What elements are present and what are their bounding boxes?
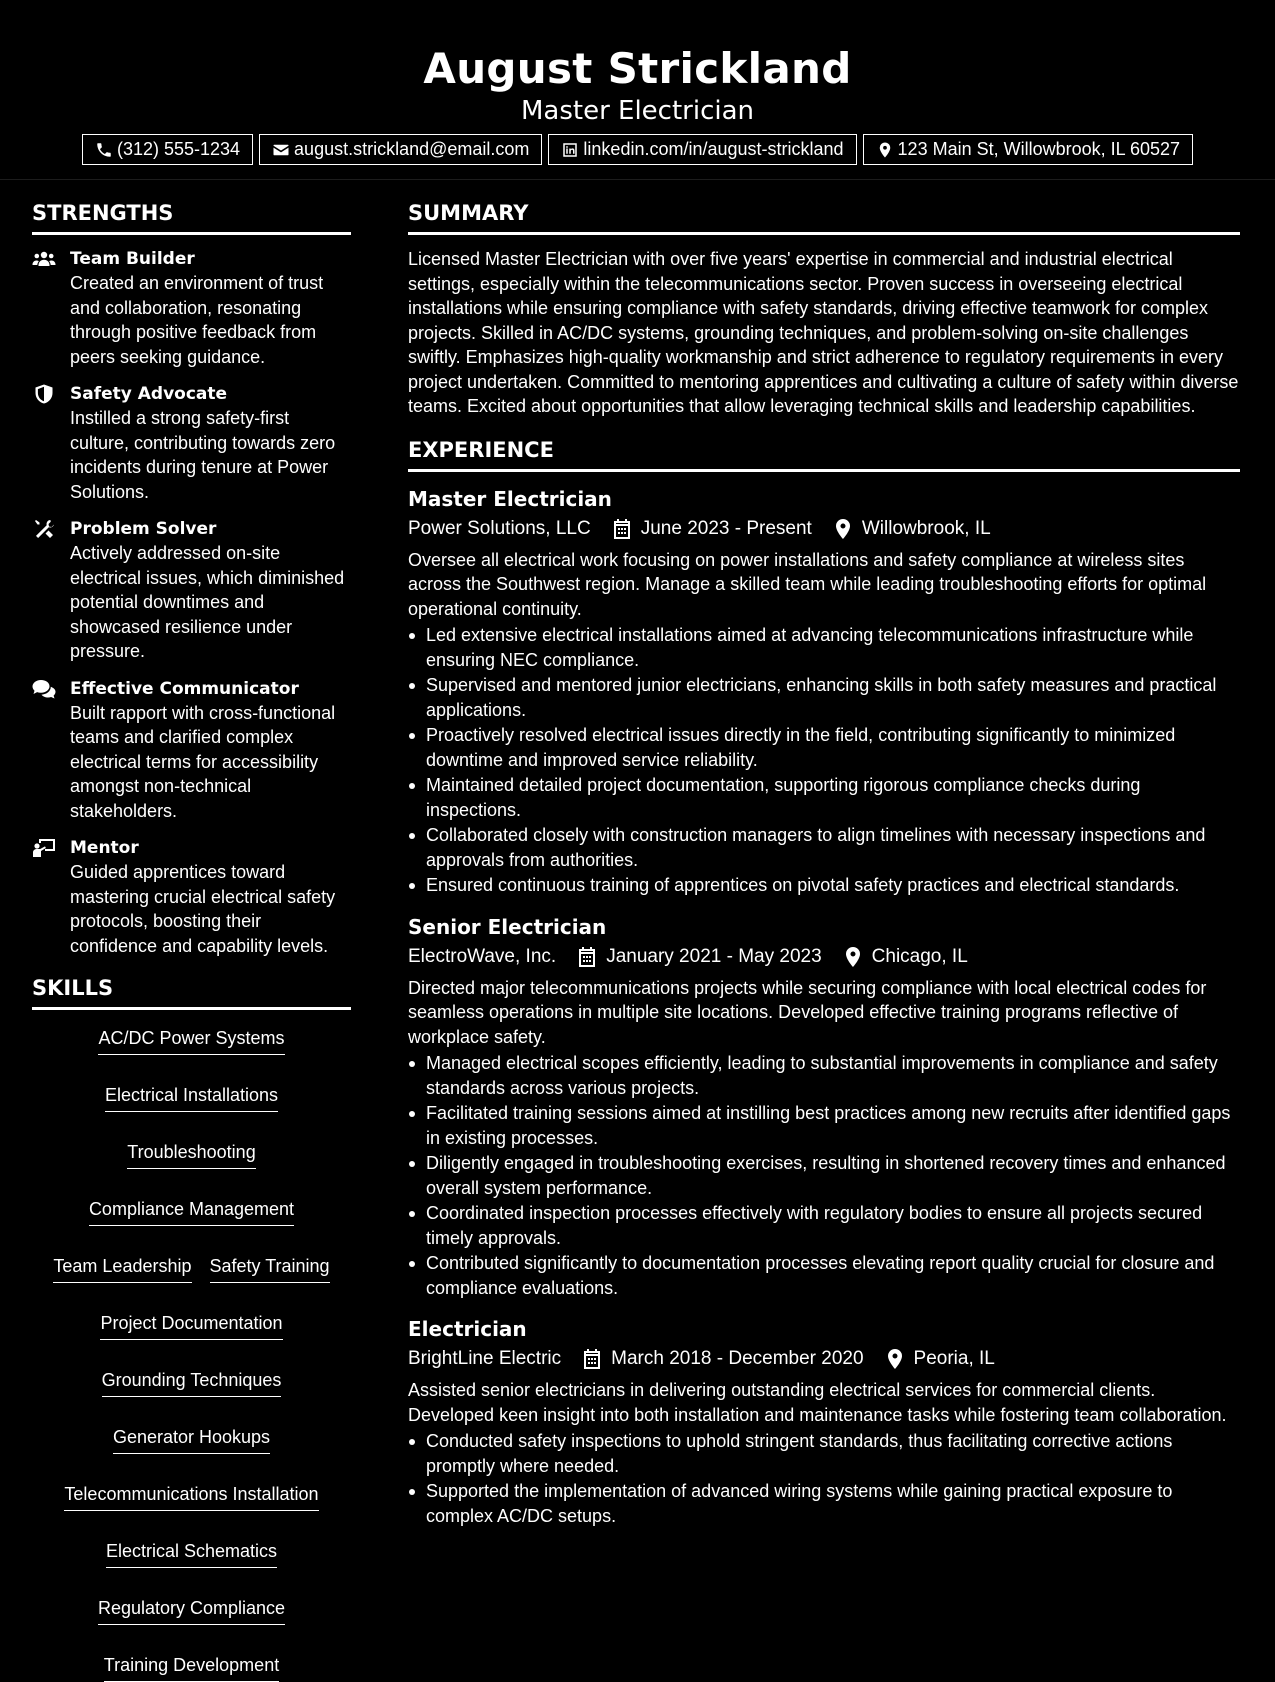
skill-tag: Safety Training: [210, 1254, 330, 1283]
skill-tag: Electrical Schematics: [106, 1539, 277, 1568]
calendar-icon: [578, 947, 596, 967]
skill-tag: Grounding Techniques: [102, 1368, 282, 1397]
job-title: Senior Electrician: [408, 914, 607, 939]
contact-phone[interactable]: [82, 134, 253, 165]
bullet-item: Facilitated training sessions aimed at instilling best practices among new recruits after identified gaps in existing processes.: [408, 1101, 1240, 1150]
job-bullets: [408, 623, 1240, 898]
strength-desc: Built rapport with cross-functional teams and clarified complex electrical terms for accessibility amongst non-technical stakeholders.: [70, 702, 336, 821]
strength-item: [32, 382, 351, 504]
bullet-item: Diligently engaged in troubleshooting exercises, resulting in shortened recovery times and enhanced overall system performance.: [408, 1151, 1240, 1200]
job-bullets: [408, 1429, 1240, 1528]
strength-desc: Created an environment of trust and collaboration, resonating through positive feedback from peers seeking guidance.: [70, 273, 324, 367]
job-location: Chicago, IL: [871, 945, 968, 967]
calendar-icon: [613, 519, 631, 539]
strength-desc: Instilled a strong safety-first culture, contributing towards zero incidents during tenure at Power Solutions.: [70, 408, 336, 502]
experience-heading: EXPERIENCE: [408, 433, 1240, 472]
linkedin-icon: [561, 141, 579, 159]
skill-tag: AC/DC Power Systems: [98, 1026, 284, 1055]
contact-text: 123 Main St, Willowbrook, IL 60527: [897, 139, 1181, 159]
contact-bar: [0, 134, 1275, 165]
experience-item: [408, 1314, 1240, 1528]
resume-header: [0, 0, 1275, 180]
map-pin-icon: [886, 1349, 904, 1369]
envelope-icon: [272, 141, 290, 159]
skill-tag: Training Development: [104, 1653, 279, 1682]
skill-tag: Electrical Installations: [105, 1083, 278, 1112]
strength-title: Mentor: [70, 838, 139, 858]
summary-text: Licensed Master Electrician with over five years' expertise in commercial and industrial electrical settings, especially within the telecommunications sector. Proven success in overseeing electrical installations while ensuring compliance with safety standards, driving effective teamwork for complex projects. Skilled in AC/DC systems, grounding techniques, and problem-solving on-site challenges swiftly. Emphasizes high-quality workmanship and strict adherence to regulatory requirements in every project undertaken. Committed to mentoring apprentices and cultivating a culture of safety within diverse teams. Excited about opportunities that allow leveraging technical skills and leadership capabilities.: [408, 249, 1239, 416]
job-location: Willowbrook, IL: [861, 517, 991, 539]
bullet-item: Supported the implementation of advanced wiring systems while gaining practical exposure to complex AC/DC setups.: [408, 1479, 1240, 1528]
job-title: Master Electrician: [408, 486, 612, 511]
job-meta: [408, 1344, 1240, 1374]
bullet-item: Managed electrical scopes efficiently, leading to substantial improvements in compliance and safety standards across various projects.: [408, 1051, 1240, 1100]
calendar-icon: [583, 1349, 601, 1369]
job-dates: January 2021 - May 2023: [606, 945, 822, 967]
strength-item: [32, 247, 351, 369]
experience-item: [408, 912, 1240, 1301]
job-dates: June 2023 - Present: [640, 517, 812, 539]
bullet-item: Contributed significantly to documentation processes elevating report quality crucial for closure and compliance evaluations.: [408, 1251, 1240, 1300]
strength-item: [32, 677, 351, 824]
contact-address[interactable]: [863, 134, 1193, 165]
skill-tag: Telecommunications Installation: [64, 1482, 318, 1511]
job-location: Peoria, IL: [913, 1348, 995, 1369]
phone-icon: [95, 141, 113, 159]
job-meta: [408, 942, 1240, 972]
summary-heading: SUMMARY: [408, 196, 1240, 235]
company-name: Power Solutions, LLC: [408, 517, 591, 539]
job-meta: [408, 514, 1240, 544]
contact-text: august.strickland@email.com: [294, 139, 530, 159]
shield-icon: [32, 384, 56, 404]
right-column: [408, 196, 1240, 1542]
strength-desc: Guided apprentices toward mastering crucial electrical safety protocols, boosting their confidence and capability levels.: [70, 862, 336, 956]
map-pin-icon: [844, 947, 862, 967]
contact-linkedin[interactable]: [548, 134, 856, 165]
job-title: Electrician: [408, 1317, 527, 1341]
bullet-item: Maintained detailed project documentation, supporting rigorous compliance checks during inspections.: [408, 773, 1240, 822]
bullet-item: Led extensive electrical installations aimed at advancing telecommunications infrastructure while ensuring NEC compliance.: [408, 623, 1240, 672]
skills-list: [32, 1022, 351, 1682]
skill-tag: Generator Hookups: [113, 1425, 270, 1454]
skills-heading: SKILLS: [32, 971, 351, 1010]
job-bullets: [408, 1051, 1240, 1300]
company-name: BrightLine Electric: [408, 1348, 562, 1369]
bullet-item: Conducted safety inspections to uphold stringent standards, thus facilitating corrective actions promptly where needed.: [408, 1429, 1240, 1478]
job-dates: March 2018 - December 2020: [611, 1348, 864, 1369]
candidate-name: August Strickland: [423, 44, 852, 93]
candidate-role: Master Electrician: [520, 96, 755, 126]
strength-title: Team Builder: [70, 249, 195, 269]
bullet-item: Ensured continuous training of apprentices on pivotal safety practices and electrical standards.: [408, 873, 1240, 898]
company-name: ElectroWave, Inc.: [408, 945, 557, 967]
skill-tag: Team Leadership: [53, 1254, 191, 1283]
left-column: [32, 196, 351, 1682]
comments-icon: [32, 679, 56, 699]
contact-email[interactable]: [259, 134, 542, 165]
teacher-icon: [32, 838, 56, 858]
strength-title: Problem Solver: [70, 519, 217, 539]
strength-item: [32, 517, 351, 664]
strength-title: Safety Advocate: [70, 384, 228, 404]
users-icon: [32, 249, 56, 269]
strength-desc: Actively addressed on-site electrical issues, which diminished potential downtimes and showcased resilience under pressure.: [70, 543, 345, 661]
contact-text: (312) 555-1234: [116, 139, 241, 159]
job-description: Oversee all electrical work focusing on power installations and safety compliance at wireless sites across the Southwest region. Manage a skilled team while leading troubleshooting efforts for optimal operational continuity.: [408, 549, 1207, 619]
bullet-item: Proactively resolved electrical issues directly in the field, contributing significantly to minimized downtime and improved service reliability.: [408, 723, 1240, 772]
job-description: Directed major telecommunications projects while securing compliance with local electrical codes for seamless operations in multiple site locations. Developed effective training programs reflective of workplace safety.: [408, 977, 1207, 1047]
job-description: Assisted senior electricians in delivering outstanding electrical services for commercial clients. Developed keen insight into both installation and maintenance tasks while fostering team collaboration.: [408, 1380, 1227, 1425]
map-pin-icon: [834, 519, 852, 539]
skill-tag: Troubleshooting: [127, 1140, 255, 1169]
skill-tag: Regulatory Compliance: [98, 1596, 285, 1625]
bullet-item: Supervised and mentored junior electricians, enhancing skills in both safety measures and practical applications.: [408, 673, 1240, 722]
skill-tag: Project Documentation: [100, 1311, 282, 1340]
strengths-heading: STRENGTHS: [32, 196, 351, 235]
experience-item: [408, 484, 1240, 898]
bullet-item: Coordinated inspection processes effectively with regulatory bodies to ensure all projects secured timely approvals.: [408, 1201, 1240, 1250]
strength-title: Effective Communicator: [70, 678, 299, 699]
map-pin-icon: [876, 141, 894, 159]
strength-item: [32, 836, 351, 958]
skill-tag: Compliance Management: [89, 1197, 294, 1226]
bullet-item: Collaborated closely with construction managers to align timelines with necessary inspections and approvals from authorities.: [408, 823, 1240, 872]
tools-icon: [32, 519, 56, 539]
contact-text: linkedin.com/in/august-strickland: [583, 139, 844, 159]
